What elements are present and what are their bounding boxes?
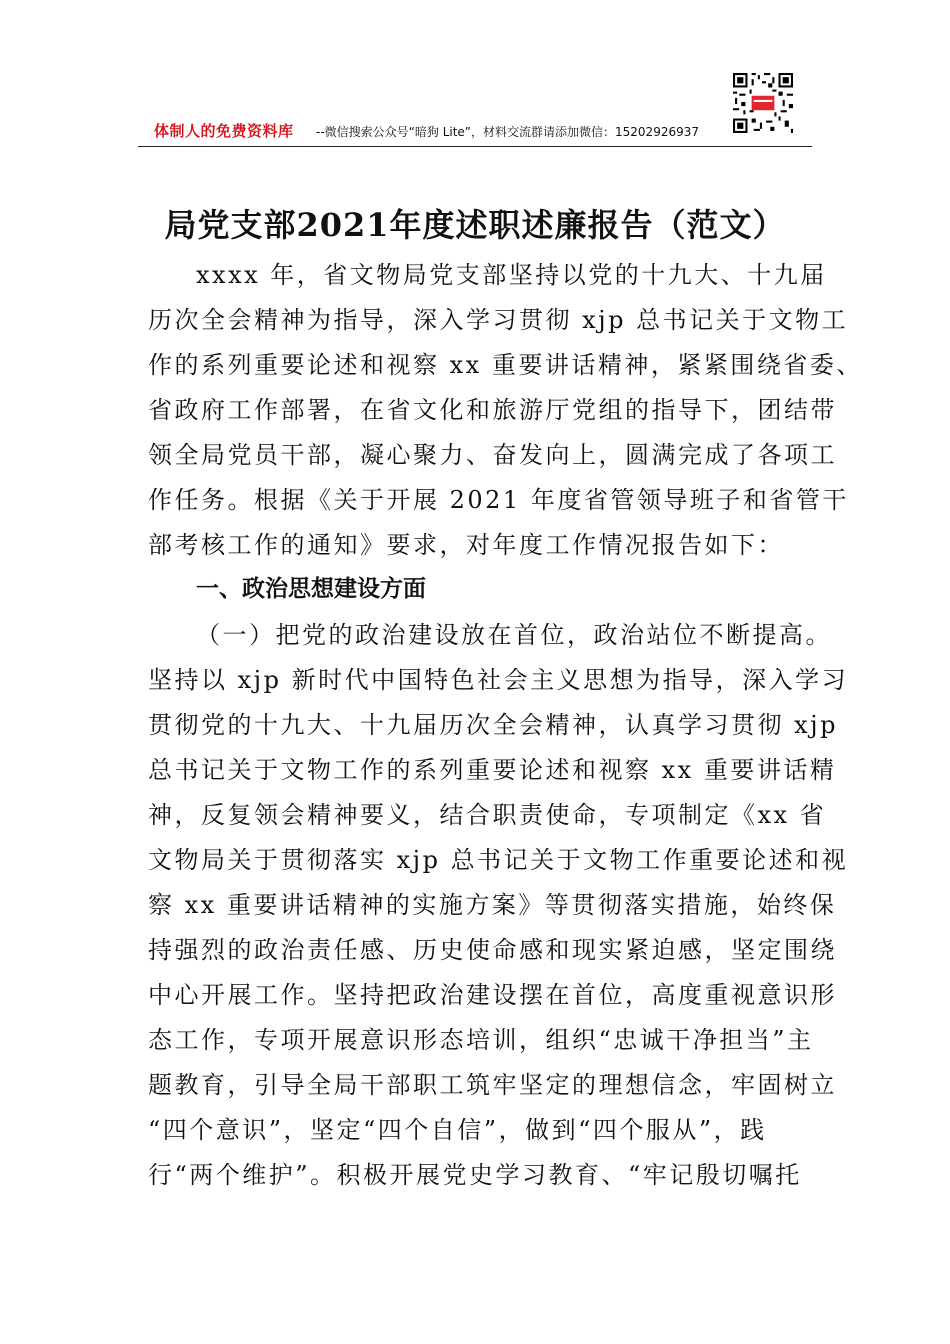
page-header: [138, 118, 812, 147]
document-title: 局党支部2021年度述职述廉报告（范文）: [164, 206, 786, 244]
text-line: 题教育，引导全局干部职工筑牢坚定的理想信念，牢固树立: [148, 1071, 837, 1099]
text-line: 省政府工作部署，在省文化和旅游厅党组的指导下，团结带: [148, 396, 837, 424]
text-line: xxxx 年，省文物局党支部坚持以党的十九大、十九届: [196, 261, 827, 289]
header-contact-info: --微信搜索公众号“暗狗 Lite”，材料交流群请添加微信：15202926937: [316, 125, 699, 139]
text-line: 中心开展工作。坚持把政治建设摆在首位，高度重视意识形: [148, 981, 837, 1009]
text-line: 行“两个维护”。积极开展党史学习教育、“牢记殷切嘱托: [148, 1161, 802, 1189]
text-line: 部考核工作的通知》要求，对年度工作情况报告如下：: [148, 531, 784, 559]
text-line: 历次全会精神为指导，深入学习贯彻 xjp 总书记关于文物工: [148, 306, 849, 334]
text-line: 文物局关于贯彻落实 xjp 总书记关于文物工作重要论述和视: [148, 846, 849, 874]
text-line: 贯彻党的十九大、十九届历次全会精神，认真学习贯彻 xjp: [148, 711, 838, 739]
text-line: 态工作，专项开展意识形态培训，组织“忠诚干净担当”主: [148, 1026, 814, 1054]
text-line: 坚持以 xjp 新时代中国特色社会主义思想为指导，深入学习: [148, 666, 849, 694]
text-line: “四个意识”，坚定“四个自信”，做到“四个服从”，践: [148, 1116, 767, 1144]
text-line: 作任务。根据《关于开展 2021 年度省管领导班子和省管干: [148, 486, 849, 514]
section-heading: 一、政治思想建设方面: [196, 576, 426, 602]
header-brand: 体制人的免费资料库: [154, 122, 294, 140]
text-line: 持强烈的政治责任感、历史使命感和现实紧迫感，坚定围绕: [148, 936, 837, 964]
text-line: 神，反复领会精神要义，结合职责使命，专项制定《xx 省: [148, 801, 827, 829]
text-line: 察 xx 重要讲话精神的实施方案》等贯彻落实措施，始终保: [148, 891, 837, 919]
text-line: 作的系列重要论述和视察 xx 重要讲话精神，紧紧围绕省委、: [148, 351, 863, 379]
text-line: （一）把党的政治建设放在首位，政治站位不断提高。: [196, 621, 832, 649]
text-line: 总书记关于文物工作的系列重要论述和视察 xx 重要讲话精: [148, 756, 837, 784]
text-line: 领全局党员干部，凝心聚力、奋发向上，圆满完成了各项工: [148, 441, 837, 469]
